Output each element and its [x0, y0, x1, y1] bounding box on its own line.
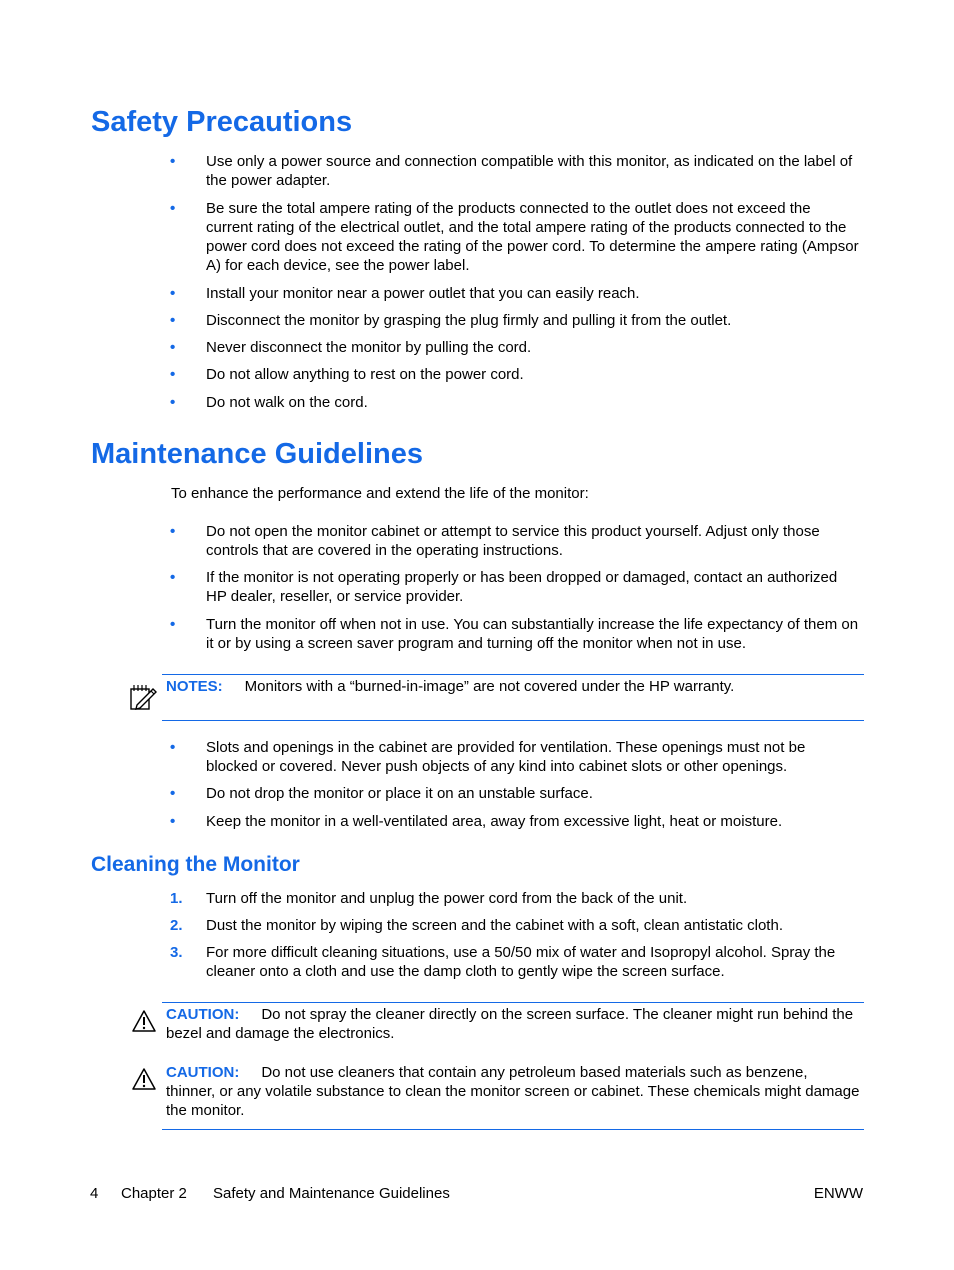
list-item: • Install your monitor near a power outlet that you can easily reach. — [170, 285, 640, 302]
list-item: • If the monitor is not operating properly or has been dropped or damaged, contact an authorized HP dealer, reseller, or service provider. — [170, 569, 838, 605]
list-item: • Do not open the monitor cabinet or attempt to service this product yourself. Adjust only those controls that are covered in the operating instructions. — [170, 523, 820, 559]
list-item: • Never disconnect the monitor by pulling the cord. — [170, 339, 532, 356]
note-text: NOTES: Monitors with a “burned-in-image” are not covered under the HP warranty. — [166, 678, 735, 695]
list-item: • Disconnect the monitor by grasping the plug firmly and pulling it from the outlet. — [170, 312, 732, 329]
cleaning-heading: Cleaning the Monitor — [91, 853, 300, 876]
step-number: 3. — [170, 944, 183, 961]
bullet-icon: • — [170, 569, 176, 586]
safety-list — [170, 152, 860, 412]
maintenance-list — [170, 522, 860, 653]
list-item: • Turn the monitor off when not in use. You can substantially increase the life expectancy of them on it or by using a screen saver program and turning off the monitor when not in use. — [170, 616, 859, 652]
footer-page-number: 4 — [90, 1185, 99, 1202]
caution-label: CAUTION: — [166, 1064, 240, 1081]
safety-heading: Safety Precautions — [91, 106, 353, 138]
maintenance-heading: Maintenance Guidelines — [91, 438, 423, 470]
step-number: 2. — [170, 917, 183, 934]
list-item: • Do not drop the monitor or place it on an unstable surface. — [170, 785, 593, 802]
list-item: • Be sure the total ampere rating of the products connected to the outlet does not exceed the current rating of the electrical outlet, and the total ampere rating of the products connected to the power cord does not exceed the rating of the power cord. To determine the ampere rating (Ampsor A) for each device, see the power label. — [170, 200, 859, 274]
cleaning-steps — [170, 889, 860, 981]
maintenance-intro: To enhance the performance and extend the life of the monitor: — [171, 485, 589, 502]
caution-box — [162, 1002, 864, 1130]
caution-text-1: CAUTION: Do not spray the cleaner directly on the screen surface. The cleaner might run behind the bezel and damage the electronics. — [166, 1006, 854, 1042]
bullet-icon: • — [170, 312, 176, 329]
list-item: • Do not walk on the cord. — [170, 394, 368, 411]
list-item: • Keep the monitor in a well-ventilated area, away from excessive light, heat or moisture. — [170, 813, 783, 830]
bullet-icon: • — [170, 616, 176, 633]
warning-triangle-icon — [131, 1009, 157, 1033]
note-pencil-icon — [128, 683, 158, 711]
bullet-icon: • — [170, 153, 176, 170]
bullet-icon: • — [170, 200, 176, 217]
bullet-icon: • — [170, 813, 176, 830]
caution-text-2: CAUTION: Do not use cleaners that contain any petroleum based materials such as benzene, thinner, or any volatile substance to clean the monitor screen or cabinet. These chemicals might damage the monitor. — [166, 1064, 860, 1119]
warning-triangle-icon — [131, 1067, 157, 1091]
bullet-icon: • — [170, 366, 176, 383]
bullet-icon: • — [170, 339, 176, 356]
list-item: 2. Dust the monitor by wiping the screen and the cabinet with a soft, clean antistatic cloth. — [170, 917, 783, 934]
list-item: 1. Turn off the monitor and unplug the power cord from the back of the unit. — [170, 890, 688, 907]
bullet-icon: • — [170, 739, 176, 756]
bullet-icon: • — [170, 285, 176, 302]
note-label: NOTES: — [166, 678, 223, 695]
list-item: • Slots and openings in the cabinet are provided for ventilation. These openings must not be blocked or covered. Never push objects of any kind into cabinet slots or other openings. — [170, 739, 806, 775]
step-number: 1. — [170, 890, 183, 907]
footer-code: ENWW — [813, 1185, 863, 1202]
list-item: • Use only a power source and connection compatible with this monitor, as indicated on the label of the power adapter. — [170, 153, 853, 189]
footer-chapter: Chapter 2 — [121, 1185, 187, 1202]
bullet-icon: • — [170, 785, 176, 802]
footer-chapter-title: Safety and Maintenance Guidelines — [213, 1185, 450, 1202]
note-top-rule — [162, 674, 864, 675]
caution-bottom-rule — [162, 1129, 864, 1130]
note-box — [162, 674, 864, 721]
list-item: • Do not allow anything to rest on the power cord. — [170, 366, 524, 383]
maintenance-list-2 — [170, 738, 860, 831]
list-item: 3. For more difficult cleaning situations, use a 50/50 mix of water and Isopropyl alcohol. Spray the cleaner onto a cloth and use the damp cloth to gently wipe the screen surface. — [170, 944, 836, 980]
bullet-icon: • — [170, 394, 176, 411]
note-bottom-rule — [162, 720, 864, 721]
caution-label: CAUTION: — [166, 1006, 240, 1023]
bullet-icon: • — [170, 523, 176, 540]
caution-top-rule — [162, 1002, 864, 1003]
